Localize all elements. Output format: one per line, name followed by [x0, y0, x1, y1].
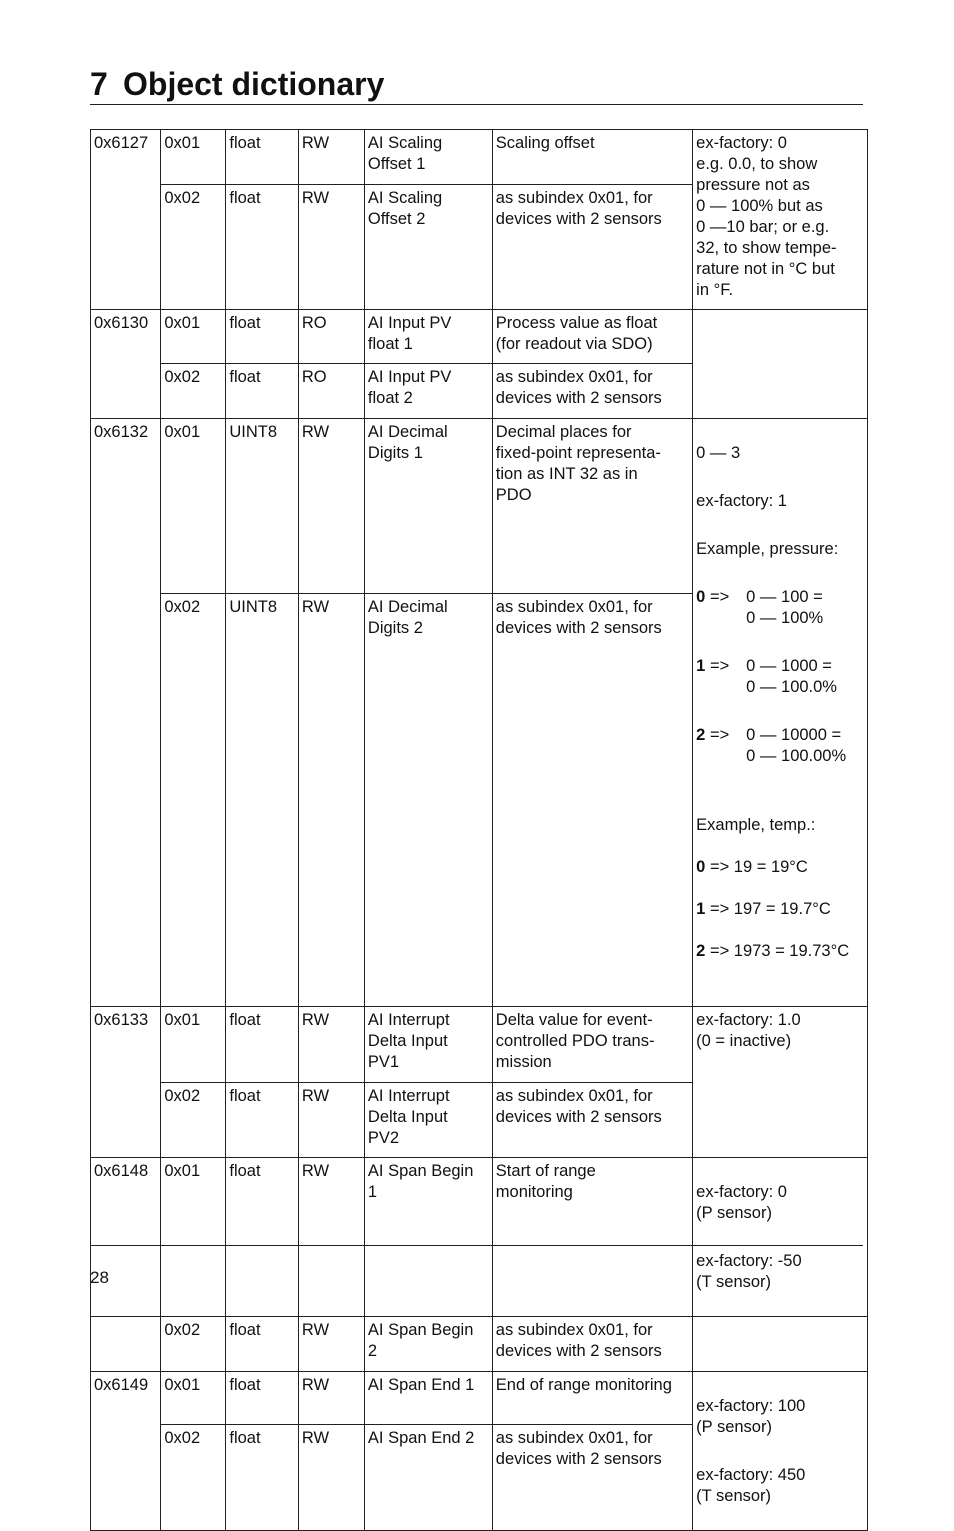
temperature-example-line	[696, 857, 864, 878]
type-cell: float	[226, 1317, 298, 1372]
access-cell: RW	[298, 1425, 364, 1531]
index-cell: 0x6148	[91, 1158, 161, 1317]
access-cell: RW	[298, 1372, 364, 1425]
digits-value: 2	[696, 726, 706, 744]
arrow-text: =>	[705, 657, 730, 675]
subindex-cell: 0x01	[161, 1007, 226, 1083]
digits-value: 1	[696, 657, 706, 675]
description-cell: as subindex 0x01, for devices with 2 sensors	[492, 185, 692, 310]
factory-default-text: ex-factory: 100 (P sensor)	[696, 1397, 806, 1436]
name-cell: AI Interrupt Delta Input PV1	[364, 1007, 492, 1083]
subindex-cell: 0x02	[161, 1317, 226, 1372]
example-mapping: 0 — 10000 = 0 — 100.00%	[746, 726, 847, 765]
table-row	[91, 1158, 868, 1317]
index-cell: 0x6149	[91, 1372, 161, 1531]
name-cell: AI Scaling Offset 2	[364, 185, 492, 310]
temperature-example-title: Example, temp.:	[696, 816, 816, 834]
type-cell: UINT8	[226, 594, 298, 1007]
index-cell: 0x6132	[91, 419, 161, 1007]
access-cell: RW	[298, 130, 364, 185]
table-row	[91, 310, 868, 364]
subindex-cell: 0x02	[161, 594, 226, 1007]
description-cell: as subindex 0x01, for devices with 2 sensors	[492, 1317, 692, 1372]
description-cell: as subindex 0x01, for devices with 2 sensors	[492, 364, 692, 419]
remark-cell: ex-factory: 1.0 (0 = inactive)	[693, 1007, 868, 1158]
subindex-cell: 0x01	[161, 419, 226, 594]
description-cell: Decimal places for fixed-point representa- tion as INT 32 as in PDO	[492, 419, 692, 594]
index-cell: 0x6127	[91, 130, 161, 310]
access-cell: RW	[298, 419, 364, 594]
chapter-number: 7	[90, 66, 108, 102]
footer-divider	[90, 1245, 863, 1246]
name-cell: AI Span End 2	[364, 1425, 492, 1531]
table-row	[91, 419, 868, 594]
type-cell: UINT8	[226, 419, 298, 594]
digits-value: 0	[696, 858, 706, 876]
arrow-text: =>	[705, 726, 730, 744]
pressure-example-line	[696, 725, 864, 767]
subindex-cell: 0x02	[161, 185, 226, 310]
page-heading	[90, 64, 863, 105]
description-cell: Scaling offset	[492, 130, 692, 185]
description-cell: as subindex 0x01, for devices with 2 sensors	[492, 594, 692, 1007]
type-cell: float	[226, 364, 298, 419]
description-cell: Process value as float (for readout via SDO)	[492, 310, 692, 364]
remark-cell: ex-factory: 0 e.g. 0.0, to show pressure not as 0 — 100% but as 0 —10 bar; or e.g. 32, to show tempe- rature not in °C but in °F.	[693, 130, 868, 310]
description-cell: as subindex 0x01, for devices with 2 sensors	[492, 1425, 692, 1531]
description-cell: Delta value for event- controlled PDO trans- mission	[492, 1007, 692, 1083]
name-cell: AI Span End 1	[364, 1372, 492, 1425]
description-cell: as subindex 0x01, for devices with 2 sensors	[492, 1083, 692, 1158]
remark-cell	[693, 419, 868, 1007]
type-cell: float	[226, 1425, 298, 1531]
table-row	[91, 1372, 868, 1425]
subindex-cell: 0x02	[161, 1083, 226, 1158]
subindex-cell: 0x01	[161, 130, 226, 185]
access-cell: RW	[298, 1007, 364, 1083]
factory-default-text: ex-factory: -50 (T sensor)	[696, 1252, 802, 1291]
example-mapping: => 197 = 19.7°C	[705, 900, 831, 918]
type-cell: float	[226, 310, 298, 364]
temperature-example-line	[696, 941, 864, 962]
access-cell: RW	[298, 594, 364, 1007]
access-cell: RO	[298, 310, 364, 364]
table-row	[91, 1317, 868, 1372]
type-cell: float	[226, 185, 298, 310]
example-mapping: => 19 = 19°C	[705, 858, 808, 876]
pressure-example-line	[696, 587, 864, 629]
description-cell: Start of range monitoring	[492, 1158, 692, 1317]
remark-cell	[693, 1372, 868, 1531]
chapter-title: Object dictionary	[123, 66, 385, 102]
example-mapping: 0 — 1000 = 0 — 100.0%	[746, 657, 837, 696]
digits-value: 0	[696, 588, 706, 606]
name-cell: AI Input PV float 2	[364, 364, 492, 419]
table-row	[91, 130, 868, 185]
pressure-example-title: Example, pressure:	[696, 540, 839, 558]
example-mapping: => 1973 = 19.73°C	[705, 942, 850, 960]
name-cell: AI Span Begin 2	[364, 1317, 492, 1372]
index-cell: 0x6130	[91, 310, 161, 419]
digits-value: 1	[696, 900, 706, 918]
access-cell: RO	[298, 364, 364, 419]
remark-cell	[693, 1317, 868, 1372]
range-text: 0 — 3	[696, 444, 741, 462]
access-cell: RW	[298, 1317, 364, 1372]
type-cell: float	[226, 1007, 298, 1083]
name-cell: AI Input PV float 1	[364, 310, 492, 364]
remark-cell	[693, 1158, 868, 1317]
type-cell: float	[226, 1083, 298, 1158]
type-cell: float	[226, 1158, 298, 1317]
example-mapping: 0 — 100 = 0 — 100%	[746, 588, 824, 627]
type-cell: float	[226, 130, 298, 185]
access-cell: RW	[298, 1158, 364, 1317]
factory-default-text: ex-factory: 0 (P sensor)	[696, 1183, 787, 1222]
pressure-example-line	[696, 656, 864, 698]
factory-default-text: ex-factory: 450 (T sensor)	[696, 1466, 806, 1505]
arrow-text: =>	[705, 588, 730, 606]
factory-default-text: ex-factory: 1	[696, 492, 787, 510]
subindex-cell: 0x01	[161, 1372, 226, 1425]
temperature-example-line	[696, 899, 864, 920]
description-cell: End of range monitoring	[492, 1372, 692, 1425]
name-cell: AI Decimal Digits 1	[364, 419, 492, 594]
digits-value: 2	[696, 942, 706, 960]
name-cell: AI Span Begin 1	[364, 1158, 492, 1317]
access-cell: RW	[298, 1083, 364, 1158]
name-cell: AI Scaling Offset 1	[364, 130, 492, 185]
remark-cell	[693, 310, 868, 419]
subindex-cell: 0x01	[161, 1158, 226, 1317]
subindex-cell: 0x02	[161, 364, 226, 419]
object-dictionary-table	[90, 129, 868, 1531]
name-cell: AI Interrupt Delta Input PV2	[364, 1083, 492, 1158]
type-cell: float	[226, 1372, 298, 1425]
index-cell: 0x6133	[91, 1007, 161, 1158]
subindex-cell: 0x02	[161, 1425, 226, 1531]
temperature-example	[696, 794, 864, 983]
index-cell	[91, 1317, 161, 1372]
page-number: 28	[90, 1268, 109, 1287]
name-cell: AI Decimal Digits 2	[364, 594, 492, 1007]
access-cell: RW	[298, 185, 364, 310]
subindex-cell: 0x01	[161, 310, 226, 364]
table-row	[91, 1007, 868, 1083]
